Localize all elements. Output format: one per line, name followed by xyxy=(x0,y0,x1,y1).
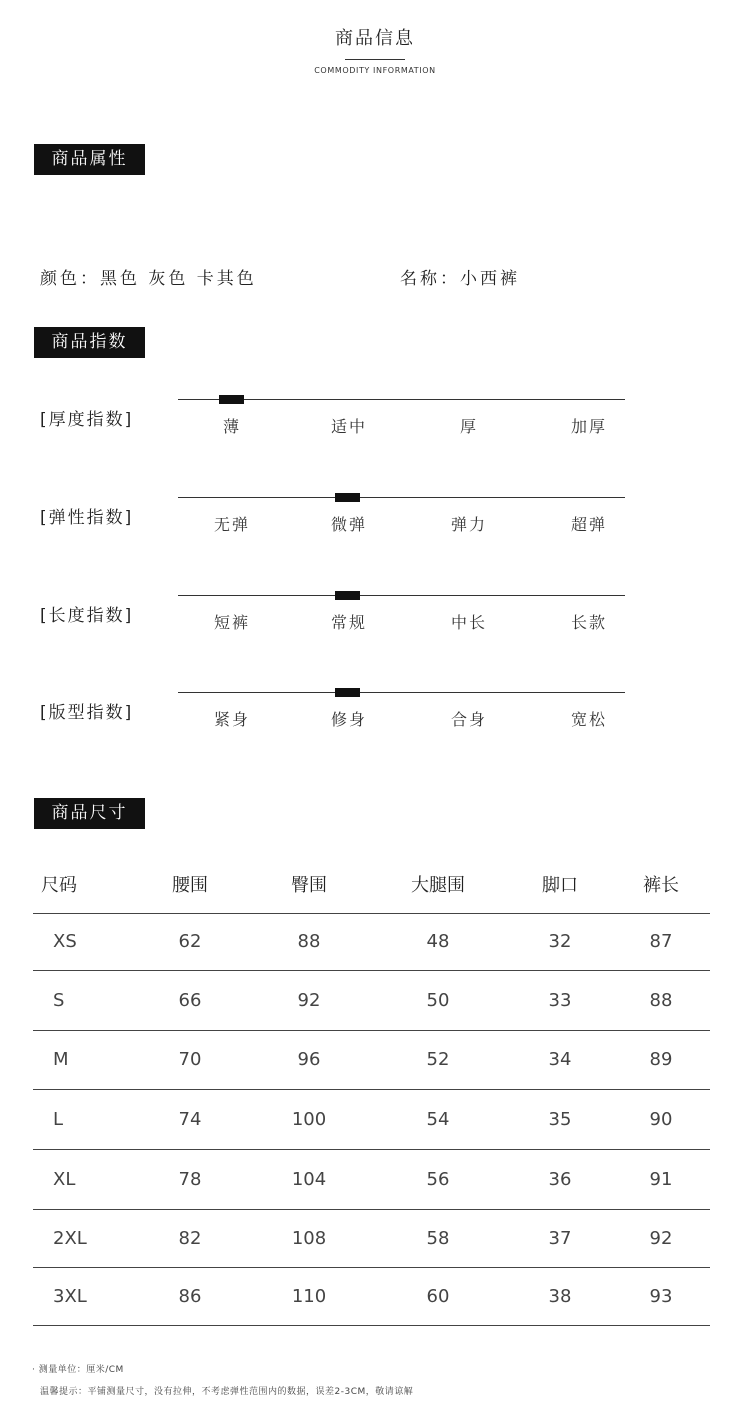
index-level-label: 短裤 xyxy=(213,613,251,632)
index-level-label: 紧身 xyxy=(213,710,251,729)
table-cell: 88 xyxy=(612,970,710,1030)
table-cell: 36 xyxy=(508,1149,612,1209)
title-divider xyxy=(345,59,405,60)
index-level-label: 修身 xyxy=(330,710,368,729)
index-track xyxy=(178,595,625,596)
section-tag-attributes: 商品属性 xyxy=(34,144,145,175)
table-cell: 91 xyxy=(612,1149,710,1209)
table-cell: 62 xyxy=(130,913,250,970)
table-cell: 52 xyxy=(368,1030,508,1089)
index-level-label: 宽松 xyxy=(570,710,608,729)
index-level-label: 中长 xyxy=(450,613,488,632)
index-label: [版型指数] xyxy=(40,703,134,723)
table-cell: 86 xyxy=(130,1267,250,1325)
attribute-name: 名称：小西裤 xyxy=(400,269,520,289)
table-row xyxy=(33,1089,710,1149)
table-cell: L xyxy=(33,1089,130,1149)
table-cell: 110 xyxy=(250,1267,368,1325)
index-level-label: 适中 xyxy=(330,417,368,436)
index-track xyxy=(178,497,625,498)
measurement-tip-note: 温馨提示：平铺测量尺寸，没有拉伸，不考虑弹性范围内的数据，误差2-3CM，敬请谅解 xyxy=(40,1387,414,1397)
index-level-label: 加厚 xyxy=(570,417,608,436)
index-label: [弹性指数] xyxy=(40,508,134,528)
index-marker xyxy=(335,493,360,502)
size-table-header-cell: 臀围 xyxy=(250,856,368,913)
table-cell: 70 xyxy=(130,1030,250,1089)
section-tag-sizes: 商品尺寸 xyxy=(34,798,145,829)
table-cell: 92 xyxy=(250,970,368,1030)
table-cell: 3XL xyxy=(33,1267,130,1325)
table-cell: 56 xyxy=(368,1149,508,1209)
table-cell: 58 xyxy=(368,1209,508,1267)
index-level-label: 无弹 xyxy=(213,515,251,534)
section-tag-indices: 商品指数 xyxy=(34,327,145,358)
attribute-color: 颜色：黑色 灰色 卡其色 xyxy=(40,269,257,289)
table-cell: 37 xyxy=(508,1209,612,1267)
index-level-label: 合身 xyxy=(450,710,488,729)
table-cell: 74 xyxy=(130,1089,250,1149)
table-row xyxy=(33,913,710,970)
index-level-label: 薄 xyxy=(222,417,242,436)
table-cell: XS xyxy=(33,913,130,970)
table-cell: 96 xyxy=(250,1030,368,1089)
index-label: [长度指数] xyxy=(40,606,134,626)
table-cell: 88 xyxy=(250,913,368,970)
table-cell: 38 xyxy=(508,1267,612,1325)
table-cell: 33 xyxy=(508,970,612,1030)
table-row xyxy=(33,1030,710,1089)
index-level-label: 微弹 xyxy=(330,515,368,534)
table-cell: 78 xyxy=(130,1149,250,1209)
page-title: 商品信息 xyxy=(335,28,415,49)
table-cell: 82 xyxy=(130,1209,250,1267)
size-table-header-row xyxy=(33,856,710,913)
size-table-header-cell: 裤长 xyxy=(612,856,710,913)
index-level-label: 超弹 xyxy=(570,515,608,534)
table-cell: 87 xyxy=(612,913,710,970)
table-cell: S xyxy=(33,970,130,1030)
index-level-label: 长款 xyxy=(570,613,608,632)
table-cell: M xyxy=(33,1030,130,1089)
table-row xyxy=(33,1267,710,1325)
index-marker xyxy=(219,395,244,404)
table-cell: 89 xyxy=(612,1030,710,1089)
index-marker xyxy=(335,591,360,600)
table-cell: 32 xyxy=(508,913,612,970)
table-cell: 92 xyxy=(612,1209,710,1267)
table-cell: 104 xyxy=(250,1149,368,1209)
size-table-header-cell: 大腿围 xyxy=(368,856,508,913)
table-cell: 108 xyxy=(250,1209,368,1267)
page-header xyxy=(0,24,750,75)
table-cell: 50 xyxy=(368,970,508,1030)
table-cell: 34 xyxy=(508,1030,612,1089)
index-level-label: 厚 xyxy=(459,417,479,436)
index-track xyxy=(178,692,625,693)
page-subtitle: COMMODITY INFORMATION xyxy=(314,66,436,75)
table-cell: 54 xyxy=(368,1089,508,1149)
index-marker xyxy=(335,688,360,697)
table-cell: 66 xyxy=(130,970,250,1030)
table-row xyxy=(33,1149,710,1209)
size-table-header-cell: 尺码 xyxy=(33,856,130,913)
table-cell: 35 xyxy=(508,1089,612,1149)
table-cell: 2XL xyxy=(33,1209,130,1267)
index-label: [厚度指数] xyxy=(40,410,134,430)
table-cell: XL xyxy=(33,1149,130,1209)
table-cell: 48 xyxy=(368,913,508,970)
index-track xyxy=(178,399,625,400)
table-cell: 60 xyxy=(368,1267,508,1325)
table-cell: 100 xyxy=(250,1089,368,1149)
size-table-header-cell: 脚口 xyxy=(508,856,612,913)
table-row xyxy=(33,1209,710,1267)
table-row xyxy=(33,970,710,1030)
index-level-label: 弹力 xyxy=(450,515,488,534)
table-cell: 93 xyxy=(612,1267,710,1325)
size-table xyxy=(33,856,710,1326)
size-table-header-cell: 腰围 xyxy=(130,856,250,913)
index-level-label: 常规 xyxy=(330,613,368,632)
table-cell: 90 xyxy=(612,1089,710,1149)
measurement-unit-note: · 测量单位：厘米/CM xyxy=(32,1365,124,1375)
